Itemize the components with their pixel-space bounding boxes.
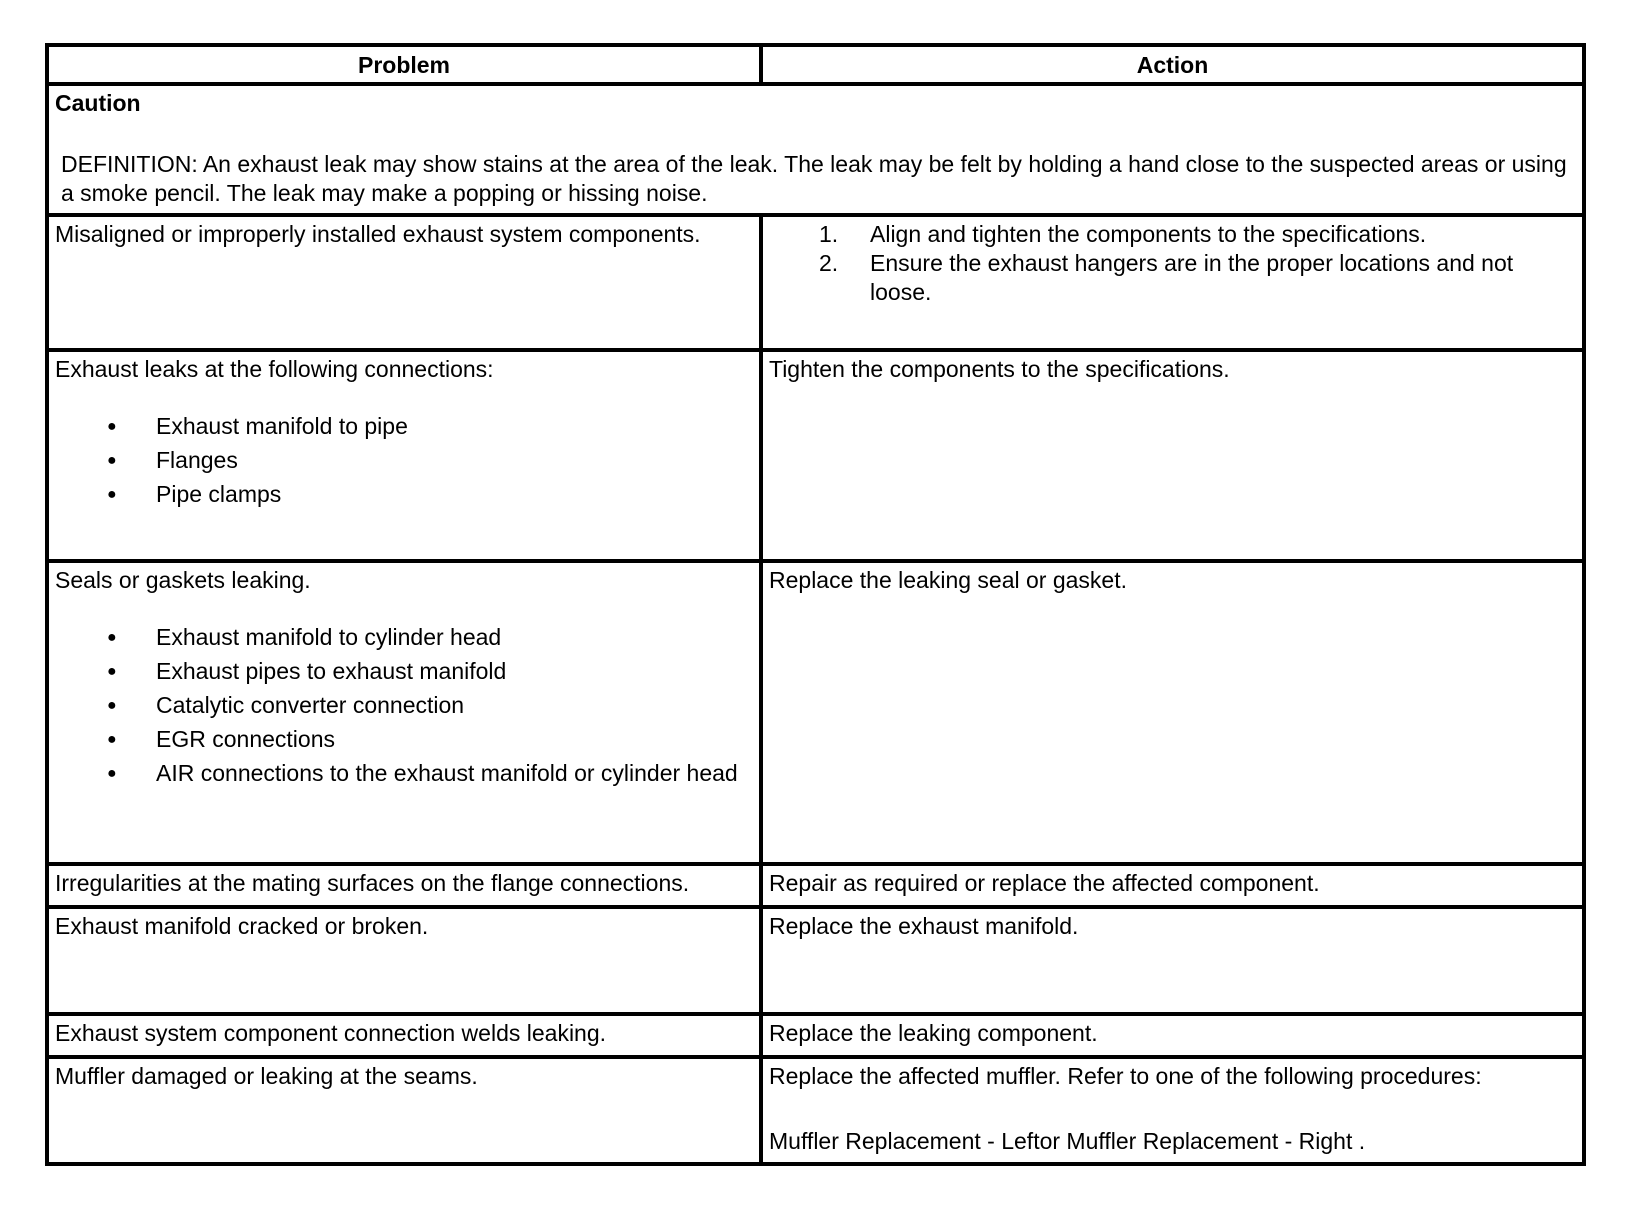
header-row — [47, 45, 1584, 84]
problem-text: Exhaust leaks at the following connections: — [55, 356, 494, 382]
table-row — [47, 1057, 1584, 1164]
action-cell — [761, 864, 1584, 907]
table-row — [47, 561, 1584, 864]
list-item: ● Exhaust pipes to exhaust manifold — [55, 657, 753, 686]
action-text: Replace the exhaust manifold. — [769, 913, 1079, 939]
action-steps — [769, 220, 1576, 307]
problem-text: Exhaust manifold cracked or broken. — [55, 913, 429, 939]
list-item: ● Catalytic converter connection — [55, 691, 753, 720]
action-cell — [761, 907, 1584, 1014]
problem-text: Seals or gaskets leaking. — [55, 567, 311, 593]
list-item: ● Pipe clamps — [55, 480, 753, 509]
list-item: ● Exhaust manifold to cylinder head — [55, 623, 753, 652]
caution-definition: DEFINITION: An exhaust leak may show stains at the area of the leak. The leak may be felt by holding a hand close to the suspected areas or using a smoke pencil. The leak may make a popping or hissing noise. — [61, 151, 1567, 206]
step-number: 1. — [819, 221, 839, 247]
problem-cell — [47, 215, 761, 350]
action-cell — [761, 215, 1584, 350]
action-cell — [761, 1057, 1584, 1164]
action-text: Replace the affected muffler. Refer to one of the following procedures: — [769, 1063, 1482, 1089]
step-number: 2. — [819, 250, 839, 276]
action-step — [769, 220, 1576, 249]
problem-cell — [47, 1014, 761, 1057]
action-text: Replace the leaking component. — [769, 1020, 1098, 1046]
list-item: ● Flanges — [55, 446, 753, 475]
table-row — [47, 1014, 1584, 1057]
connection-list — [55, 412, 753, 509]
diagnostic-table — [45, 43, 1586, 1166]
procedure-links[interactable]: Muffler Replacement - Leftor Muffler Replacement - Right . — [769, 1128, 1366, 1154]
step-text: Ensure the exhaust hangers are in the proper locations and not loose. — [870, 250, 1514, 305]
problem-text: Muffler damaged or leaking at the seams. — [55, 1063, 478, 1089]
action-step — [769, 249, 1576, 307]
step-text: Align and tighten the components to the specifications. — [870, 221, 1427, 247]
problem-cell — [47, 907, 761, 1014]
action-text: Repair as required or replace the affected component. — [769, 870, 1320, 896]
action-text: Replace the leaking seal or gasket. — [769, 567, 1127, 593]
action-text: Tighten the components to the specifications. — [769, 356, 1230, 382]
table-row — [47, 350, 1584, 561]
caution-title: Caution — [55, 90, 141, 116]
action-cell — [761, 350, 1584, 561]
action-cell — [761, 1014, 1584, 1057]
problem-text: Exhaust system component connection welds leaking. — [55, 1020, 607, 1046]
problem-cell — [47, 561, 761, 864]
table-row — [47, 215, 1584, 350]
problem-cell — [47, 864, 761, 907]
list-item: ● Exhaust manifold to pipe — [55, 412, 753, 441]
list-item: ● AIR connections to the exhaust manifold or cylinder head — [55, 759, 753, 788]
table-row — [47, 864, 1584, 907]
problem-cell — [47, 1057, 761, 1164]
action-cell — [761, 561, 1584, 864]
action-header: Action — [761, 45, 1584, 84]
problem-cell — [47, 350, 761, 561]
problem-text: Irregularities at the mating surfaces on the flange connections. — [55, 870, 690, 896]
problem-text: Misaligned or improperly installed exhaust system components. — [55, 221, 701, 247]
seal-list — [55, 623, 753, 788]
problem-header: Problem — [47, 45, 761, 84]
table-row — [47, 907, 1584, 1014]
list-item: ● EGR connections — [55, 725, 753, 754]
caution-row — [47, 84, 1584, 215]
caution-cell — [47, 84, 1584, 215]
